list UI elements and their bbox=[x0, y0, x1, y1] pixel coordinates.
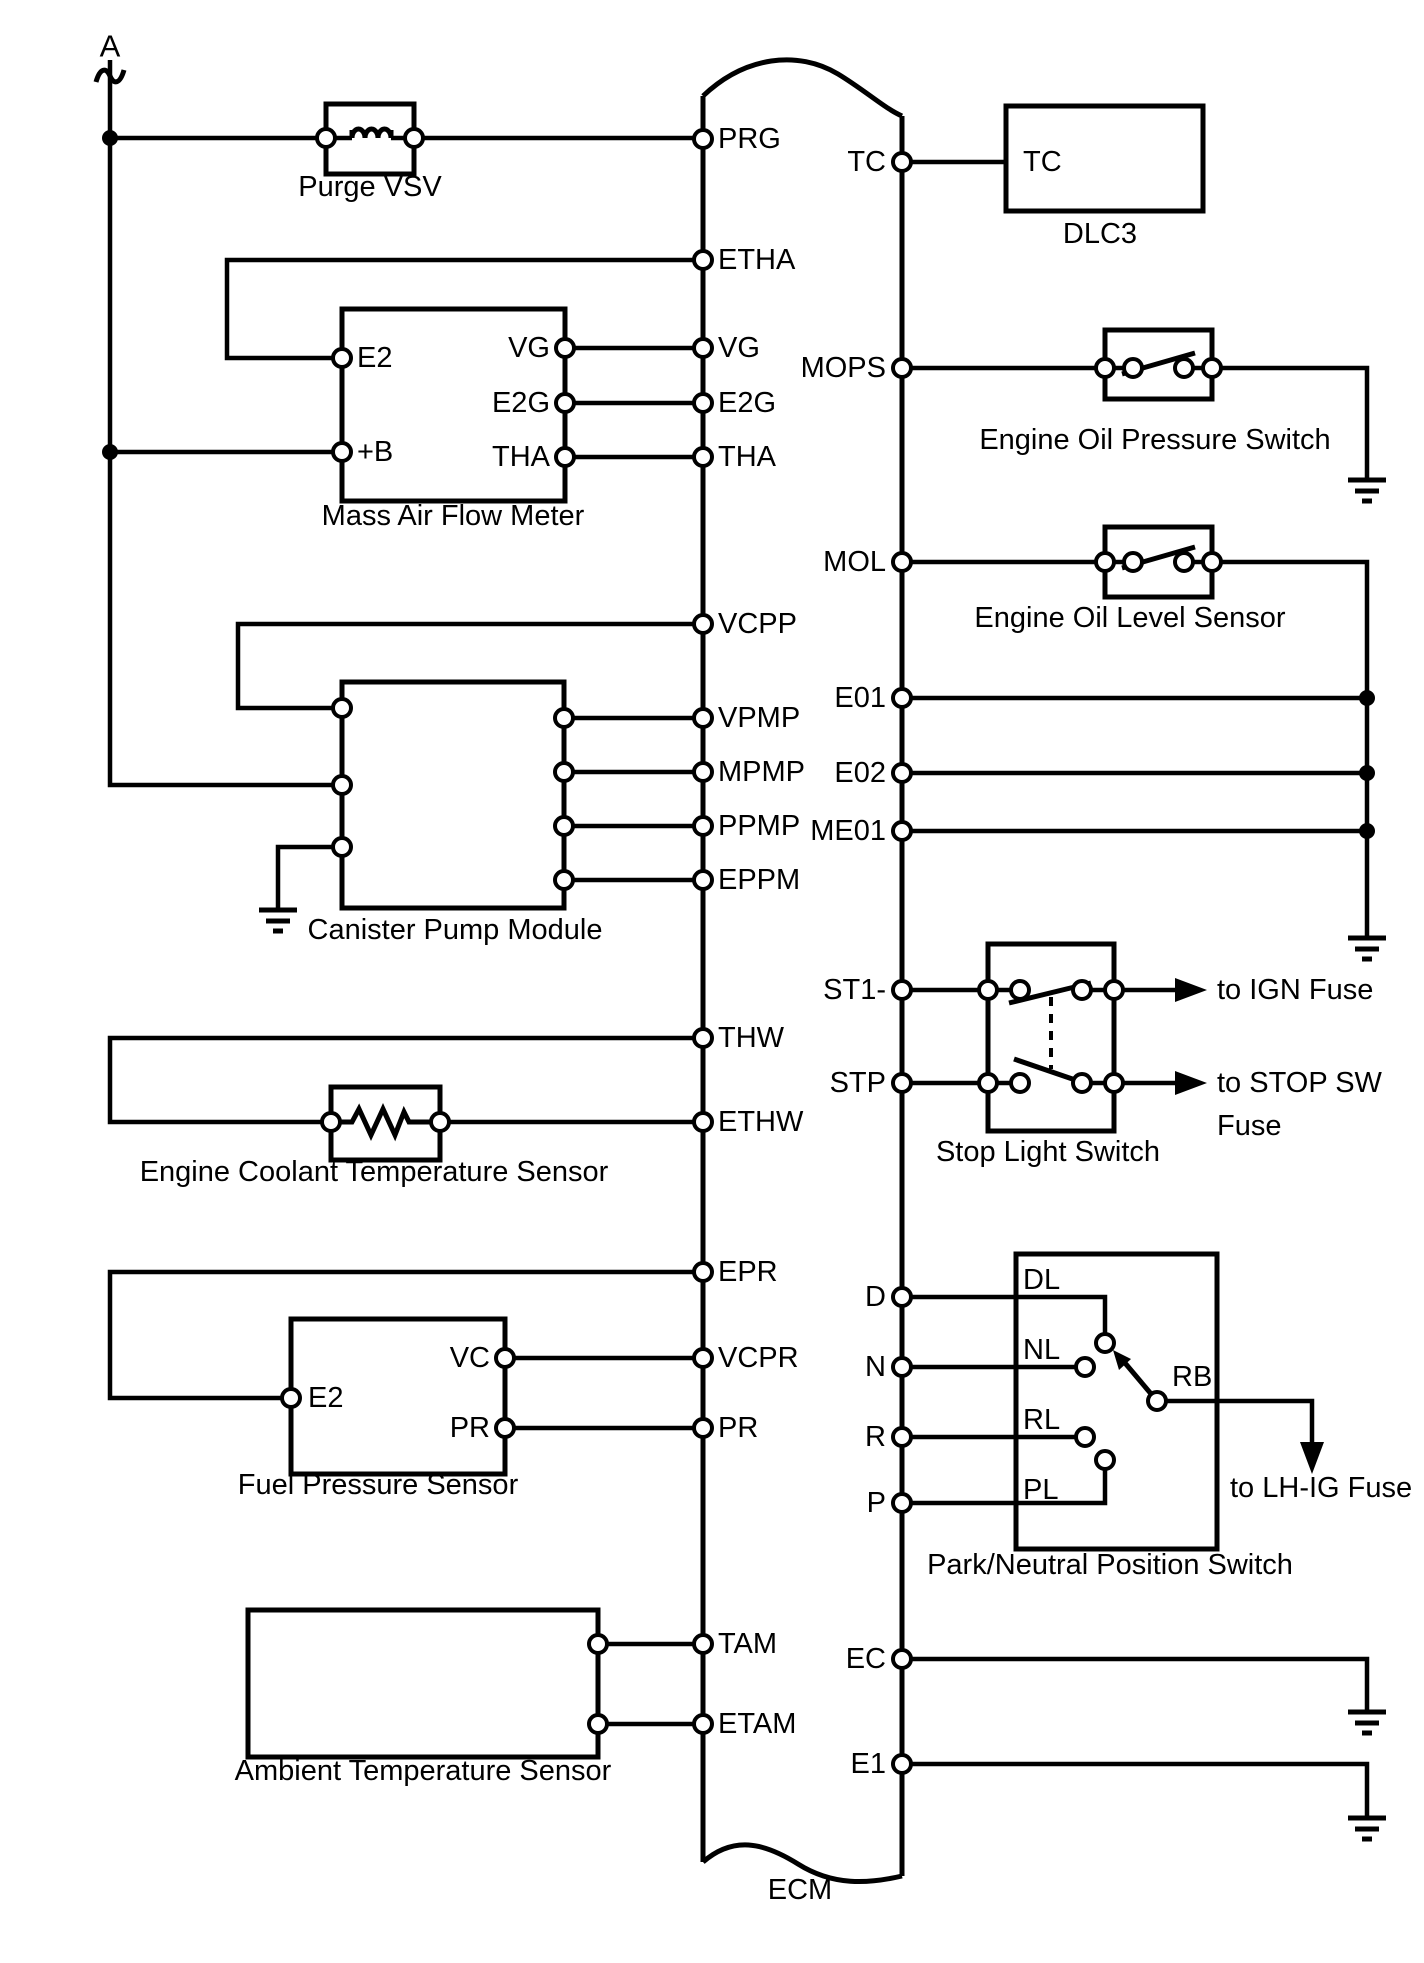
pnp-pin-rl: RL bbox=[1023, 1404, 1061, 1436]
ecm-terminal-label-TAM: TAM bbox=[718, 1628, 778, 1660]
canister-pump-module bbox=[333, 682, 573, 908]
ecm-terminal-label-E02: E02 bbox=[834, 757, 886, 789]
ecm-terminal-label-PR: PR bbox=[718, 1412, 759, 1444]
ecm-terminal-EPPM bbox=[694, 871, 712, 889]
ecm-terminal-label-EPR: EPR bbox=[718, 1256, 778, 1288]
ecm-terminal-MPMP bbox=[694, 763, 712, 781]
arrow-to-lh-ig-fuse-icon bbox=[1300, 1442, 1324, 1474]
stop-light-switch bbox=[979, 944, 1123, 1131]
ground-icon bbox=[1348, 1712, 1386, 1733]
ecm-terminal-EPR bbox=[694, 1263, 712, 1281]
ecm-terminal-N bbox=[893, 1358, 911, 1376]
ats-box bbox=[248, 1610, 598, 1757]
maf-pin-vg: VG bbox=[508, 332, 550, 364]
ecm-label: ECM bbox=[767, 1874, 833, 1906]
canister-terminal bbox=[555, 763, 573, 781]
to-stop-sw-label: to STOP SW bbox=[1217, 1067, 1382, 1099]
purge-vsv-terminal bbox=[317, 129, 335, 147]
fps-terminal-pr bbox=[496, 1419, 514, 1437]
ecm-terminal-E1 bbox=[893, 1755, 911, 1773]
ecm-terminal-label-E1: E1 bbox=[850, 1748, 886, 1780]
pnp-pin-rb: RB bbox=[1172, 1361, 1213, 1393]
ecm-terminal-PPMP bbox=[694, 817, 712, 835]
stop-light-switch-label: Stop Light Switch bbox=[935, 1136, 1161, 1168]
ecm-terminal-STP bbox=[893, 1074, 911, 1092]
stop-light-switch-terminal bbox=[1105, 1074, 1123, 1092]
wire-ec bbox=[902, 1659, 1367, 1712]
ect-terminal bbox=[322, 1113, 340, 1131]
wire-e1 bbox=[902, 1764, 1367, 1818]
ecm-terminal-ETHW bbox=[694, 1113, 712, 1131]
ecm-terminal-ST1- bbox=[893, 981, 911, 999]
fuse-label: Fuse bbox=[1217, 1110, 1282, 1142]
pnp-contact-pl bbox=[1096, 1451, 1114, 1469]
junction-dot bbox=[1359, 690, 1375, 706]
ecm-terminal-D bbox=[893, 1288, 911, 1306]
labels bbox=[100, 29, 1412, 1907]
dlc3-label: DLC3 bbox=[1062, 218, 1138, 250]
ats-terminal bbox=[589, 1715, 607, 1733]
ecm-terminal-label-EC: EC bbox=[845, 1643, 886, 1675]
purge-vsv-label: Purge VSV bbox=[298, 171, 442, 203]
ecm-terminal-VG bbox=[694, 339, 712, 357]
stop-light-switch-terminal bbox=[979, 981, 997, 999]
ect-terminal bbox=[431, 1113, 449, 1131]
ecm-terminal-R bbox=[893, 1428, 911, 1446]
oil-level-sensor-contact bbox=[1175, 553, 1193, 571]
ambient-temperature-sensor bbox=[248, 1610, 607, 1757]
ecm-top-wave bbox=[703, 60, 902, 116]
ecm-terminal-label-EPPM: EPPM bbox=[718, 864, 801, 896]
oil-pressure-switch-contact bbox=[1175, 359, 1193, 377]
ecm-terminal-label-VG: VG bbox=[718, 332, 760, 364]
maf-pin-plus-b: +B bbox=[357, 436, 394, 468]
ecm-terminal-label-PPMP: PPMP bbox=[718, 810, 801, 842]
wire-a-bus bbox=[110, 60, 342, 785]
break-tilde-icon bbox=[96, 70, 124, 82]
ecm-terminal-VPMP bbox=[694, 709, 712, 727]
junction-dot bbox=[102, 130, 118, 146]
canister-pump-box bbox=[342, 682, 564, 908]
maf-pin-tha: THA bbox=[492, 441, 550, 473]
junction-dot bbox=[1359, 823, 1375, 839]
oil-pressure-switch-contact bbox=[1124, 359, 1142, 377]
oil-level-sensor-terminal bbox=[1203, 553, 1221, 571]
canister-terminal bbox=[555, 709, 573, 727]
wire-thw bbox=[110, 1038, 703, 1122]
fps-pin-e2: E2 bbox=[308, 1382, 344, 1414]
fps-pin-vc: VC bbox=[449, 1342, 490, 1374]
ground-icon bbox=[1348, 480, 1386, 501]
ecm-terminal-THW bbox=[694, 1029, 712, 1047]
ecm-terminal-label-MOL: MOL bbox=[823, 546, 886, 578]
stop-light-switch-contact bbox=[1011, 981, 1029, 999]
dlc3-pin-tc: TC bbox=[1023, 146, 1062, 178]
maf-terminal-tha bbox=[556, 448, 574, 466]
pnp-pin-pl: PL bbox=[1023, 1474, 1059, 1506]
canister-terminal bbox=[333, 776, 351, 794]
ecm-terminal-label-ETHW: ETHW bbox=[718, 1106, 804, 1138]
maf-terminal-e2 bbox=[333, 349, 351, 367]
wire-epr bbox=[110, 1272, 703, 1398]
ecm-terminal-ETAM bbox=[694, 1715, 712, 1733]
stop-light-switch-contact bbox=[1011, 1074, 1029, 1092]
maf-terminal-plus-b bbox=[333, 443, 351, 461]
engine-coolant-temperature-sensor bbox=[322, 1087, 449, 1160]
ecm-terminal-label-R: R bbox=[865, 1421, 886, 1453]
wire-vcpp bbox=[238, 624, 703, 708]
ecm-terminal-THA bbox=[694, 448, 712, 466]
ecm-terminal-TAM bbox=[694, 1635, 712, 1653]
wire-p bbox=[902, 1460, 1105, 1503]
ecm-terminal-VCPR bbox=[694, 1349, 712, 1367]
oil-pressure-switch-terminal bbox=[1096, 359, 1114, 377]
junction-dot bbox=[1359, 765, 1375, 781]
to-lh-ig-fuse-label: to LH-IG Fuse bbox=[1230, 1472, 1413, 1504]
canister-terminal bbox=[555, 871, 573, 889]
purge-vsv-terminal bbox=[405, 129, 423, 147]
ecm-terminal-label-STP: STP bbox=[829, 1067, 886, 1099]
ground-icon bbox=[1348, 938, 1386, 959]
wire-d bbox=[902, 1297, 1105, 1343]
ecm-terminal-E01 bbox=[893, 689, 911, 707]
ground-icon bbox=[259, 910, 297, 931]
connector-a-break bbox=[96, 70, 124, 82]
canister-terminal bbox=[333, 699, 351, 717]
ecm-terminal-label-TC: TC bbox=[847, 146, 886, 178]
ecm-terminal-label-THW: THW bbox=[718, 1022, 785, 1054]
to-ign-fuse-label: to IGN Fuse bbox=[1217, 974, 1374, 1006]
ecm-terminal-label-E01: E01 bbox=[834, 682, 886, 714]
pnp-pin-dl: DL bbox=[1023, 1264, 1061, 1296]
canister-terminal bbox=[555, 817, 573, 835]
selector-blade-icon bbox=[1125, 1363, 1152, 1395]
ats-terminal bbox=[589, 1635, 607, 1653]
ecm-terminal-ME01 bbox=[893, 822, 911, 840]
ecm-terminal-label-VCPR: VCPR bbox=[718, 1342, 799, 1374]
maf-pin-e2g: E2G bbox=[491, 387, 550, 419]
junction-dot bbox=[102, 444, 118, 460]
resistor-icon bbox=[340, 1109, 432, 1135]
coil-icon bbox=[352, 129, 391, 138]
ecm-terminals bbox=[694, 123, 911, 1780]
maf-terminal-vg bbox=[556, 339, 574, 357]
fps-pin-pr: PR bbox=[449, 1412, 490, 1444]
pnp-contact-rl bbox=[1076, 1428, 1094, 1446]
oil-pressure-switch-terminal bbox=[1203, 359, 1221, 377]
ecm-terminal-MOPS bbox=[893, 359, 911, 377]
ecm-terminal-PR bbox=[694, 1419, 712, 1437]
ecm-terminal-label-P: P bbox=[866, 1487, 886, 1519]
wire-canister-ground bbox=[278, 847, 342, 910]
ecm-terminal-label-MPMP: MPMP bbox=[718, 756, 805, 788]
ecm-terminal-P bbox=[893, 1494, 911, 1512]
arrow-to-ign-fuse-icon bbox=[1175, 978, 1207, 1002]
maf-terminal-e2g bbox=[556, 394, 574, 412]
canister-pump-label: Canister Pump Module bbox=[307, 914, 603, 946]
engine-oil-level-sensor bbox=[1096, 527, 1221, 597]
maf-label: Mass Air Flow Meter bbox=[321, 500, 585, 532]
ecm-terminal-label-ST1-: ST1- bbox=[823, 974, 886, 1006]
stop-light-switch-terminal bbox=[1105, 981, 1123, 999]
ats-label: Ambient Temperature Sensor bbox=[234, 1755, 612, 1787]
fps-terminal-e2 bbox=[282, 1389, 300, 1407]
ecm-terminal-label-PRG: PRG bbox=[718, 123, 781, 155]
pnp-contact-dl bbox=[1096, 1334, 1114, 1352]
ecm-terminal-EC bbox=[893, 1650, 911, 1668]
ecm-terminal-label-N: N bbox=[865, 1351, 886, 1383]
stop-light-switch-terminal bbox=[979, 1074, 997, 1092]
ecm-terminal-label-ME01: ME01 bbox=[810, 815, 886, 847]
ecm-terminal-label-VCPP: VCPP bbox=[718, 608, 797, 640]
ect-label: Engine Coolant Temperature Sensor bbox=[139, 1156, 609, 1188]
canister-terminal bbox=[333, 838, 351, 856]
pnp-switch-label: Park/Neutral Position Switch bbox=[927, 1549, 1293, 1581]
ecm-terminal-label-ETHA: ETHA bbox=[718, 244, 796, 276]
ecm-terminal-PRG bbox=[694, 130, 712, 148]
ecm-terminal-MOL bbox=[893, 553, 911, 571]
engine-oil-pressure-switch bbox=[1096, 330, 1221, 399]
oil-pressure-switch-label: Engine Oil Pressure Switch bbox=[979, 424, 1331, 456]
stop-light-switch-contact bbox=[1073, 1074, 1091, 1092]
ecm-terminal-label-D: D bbox=[865, 1281, 886, 1313]
pnp-contact-rb bbox=[1148, 1392, 1166, 1410]
ecm-terminal-label-VPMP: VPMP bbox=[718, 702, 801, 734]
ecm-terminal-label-ETAM: ETAM bbox=[718, 1708, 797, 1740]
maf-pin-e2: E2 bbox=[357, 342, 393, 374]
ecm-terminal-TC bbox=[893, 153, 911, 171]
stop-light-switch-contact bbox=[1073, 981, 1091, 999]
pnp-pin-nl: NL bbox=[1023, 1334, 1061, 1366]
ecm-terminal-label-E2G: E2G bbox=[718, 387, 777, 419]
oil-level-sensor-label: Engine Oil Level Sensor bbox=[974, 602, 1286, 634]
ground-icon bbox=[1348, 1818, 1386, 1839]
purge-vsv bbox=[317, 104, 423, 174]
oil-level-sensor-contact bbox=[1124, 553, 1142, 571]
fps-label: Fuel Pressure Sensor bbox=[237, 1469, 519, 1501]
fps-terminal-vc bbox=[496, 1349, 514, 1367]
arrow-to-stop-sw-fuse-icon bbox=[1175, 1071, 1207, 1095]
ecm-terminal-VCPP bbox=[694, 615, 712, 633]
wire-rb bbox=[1157, 1401, 1312, 1442]
pnp-contact-nl bbox=[1076, 1358, 1094, 1376]
ecm-terminal-E02 bbox=[893, 764, 911, 782]
ecm-terminal-E2G bbox=[694, 394, 712, 412]
ecm-terminal-ETHA bbox=[694, 251, 712, 269]
connector-a-label: A bbox=[99, 28, 121, 64]
oil-level-sensor-terminal bbox=[1096, 553, 1114, 571]
ecm-terminal-label-MOPS: MOPS bbox=[800, 352, 886, 384]
ecm-terminal-label-THA: THA bbox=[718, 441, 776, 473]
